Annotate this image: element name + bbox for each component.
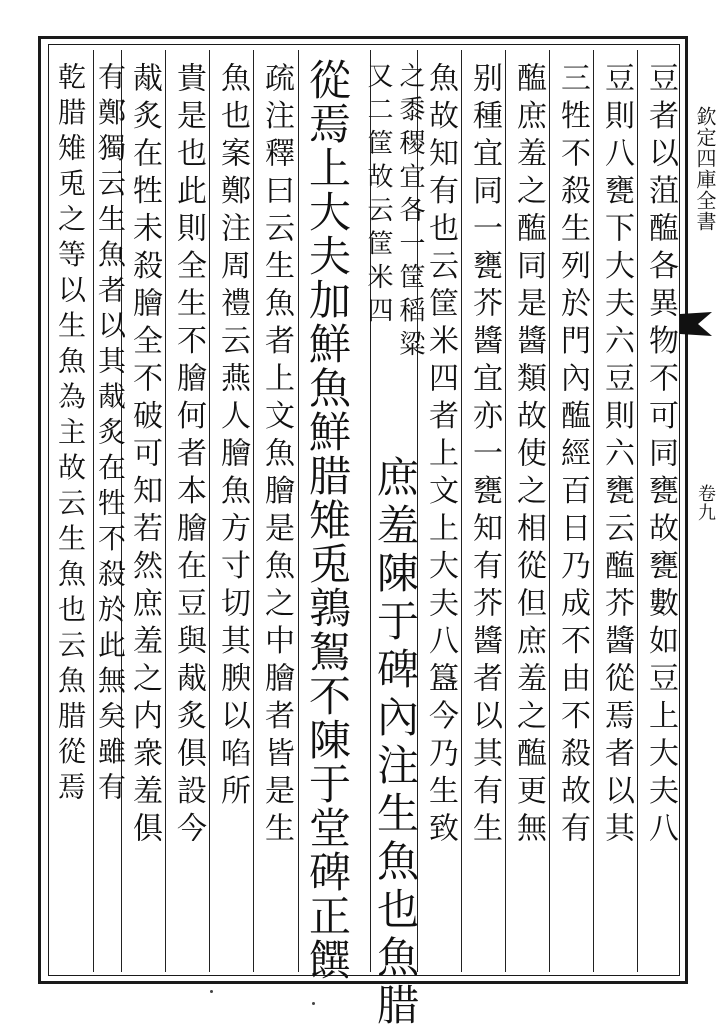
text-column-4: 醢庶羞之醢同是醬類故使之相從但庶羞之醢更無 (511, 62, 546, 850)
column-divider (165, 50, 166, 972)
column-divider (298, 50, 299, 972)
text-column-7a: 之黍稷宜各一筐稻粱 (395, 62, 425, 364)
page-margin (690, 36, 720, 984)
fish-tail-mark-icon (680, 312, 712, 336)
text-column-14: 乾腊雉兎之等以生魚為主故云生魚也云魚腊從焉 (54, 62, 87, 808)
column-divider (637, 50, 638, 972)
text-column-5: 别種宜同一甕芥醬宜亦一甕知有芥醬者以其有生 (467, 62, 502, 850)
text-column-10: 魚也案鄭注周禮云燕人膾魚方寸切其腴以啗所 (215, 62, 250, 812)
column-divider (461, 50, 462, 972)
text-column-11: 貴是也此則全生不膾何者本膾在豆與胾炙俱設今 (171, 62, 206, 850)
text-column-7b: 又二筐故云筐米四 (363, 62, 393, 330)
text-column-9: 疏注釋曰云生魚者上文魚膾是魚之中膾者皆是生 (259, 62, 294, 850)
column-divider (593, 50, 594, 972)
column-divider (209, 50, 210, 972)
column-divider (253, 50, 254, 972)
volume-label: 卷九 (695, 484, 716, 522)
text-column-3: 三牲不殺生列於門內醢經百日乃成不由不殺故有 (555, 62, 590, 850)
paper-speck (210, 990, 213, 993)
text-column-12: 胾炙在牲未殺膾全不破可知若然庶羞之内衆羞俱 (127, 62, 162, 850)
main-text-column: 從焉上大夫加鮮魚鮮腊雉兎鶉鴽不陳于堂碑正饌 (303, 58, 352, 982)
text-column-2: 豆則八甕下大夫六豆則六甕云醢芥醬從焉者以其 (599, 62, 634, 850)
paper-speck (312, 1002, 315, 1005)
column-divider (549, 50, 550, 972)
book-title: 欽定四庫全書 (693, 106, 717, 232)
column-divider (505, 50, 506, 972)
main-text-inline: 庶羞陳于碑內注生魚也魚腊 (371, 455, 420, 1031)
text-column-1: 豆者以菹醢各異物不可同甕故甕數如豆上大夫八 (643, 62, 678, 850)
text-column-13: 有鄭獨云生魚者以其胾炙在牲不殺於此無矣雖有 (94, 62, 127, 808)
text-column-6: 魚故知有也云筐米四者上文上大夫八簋今乃生致 (423, 62, 458, 850)
